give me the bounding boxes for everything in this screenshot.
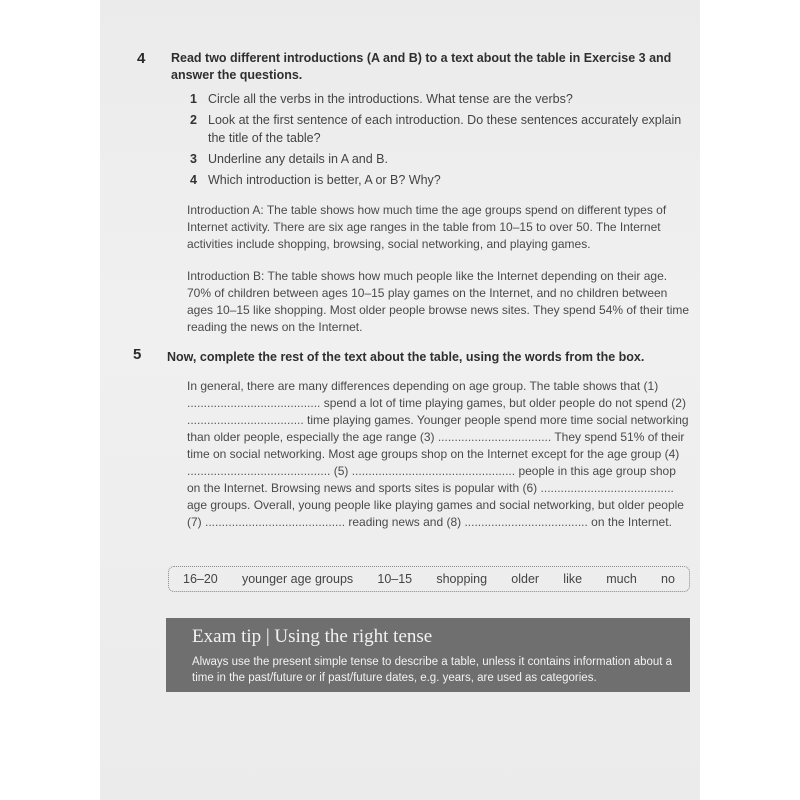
question-item: [190, 171, 685, 189]
blank-6[interactable]: ........................................: [540, 481, 674, 495]
question-item: [190, 90, 685, 108]
exercise-5-number: 5: [133, 346, 142, 363]
text-segment: age groups. Overall, young people like playing games and social networking, but older people (7): [187, 498, 684, 529]
gap-fill-text: [187, 378, 692, 531]
word-box-item: much: [606, 572, 637, 586]
question-item: [190, 111, 685, 147]
blank-8[interactable]: .....................................: [464, 515, 588, 529]
blank-4[interactable]: ..........................................: [187, 464, 328, 478]
exercise-4-questions: [190, 90, 685, 192]
text-segment: people in this age group shop on the Internet. Browsing news and sports sites is popular with (6): [187, 464, 676, 495]
word-box-item: 16–20: [183, 572, 218, 586]
text-segment: reading news and (8): [348, 515, 462, 529]
text-segment: In general, there are many differences depending on age group. The table shows that (1): [187, 379, 659, 393]
word-box-item: 10–15: [377, 572, 413, 586]
word-box-item: older: [511, 572, 540, 586]
question-text: Look at the first sentence of each introduction. Do these sentences accurately explain the title of the table?: [208, 113, 682, 145]
blank-2[interactable]: ...................................: [187, 413, 304, 427]
question-item: [190, 150, 685, 168]
introduction-b: Introduction B: The table shows how much people like the Internet depending on their age. 70% of children between ages 10–15 play games on the Internet, and no children between ages 10–15 like shopping. Most older people browse news sites. They spend 54% of their time reading the news on the Internet.: [187, 269, 690, 334]
text-segment: spend a lot of time playing games, but older people do not spend (2): [323, 396, 686, 410]
word-box-item: like: [563, 572, 583, 586]
text-segment: on the Internet.: [591, 515, 672, 529]
word-box-item: younger age groups: [241, 572, 354, 586]
blank-5[interactable]: .................................................: [351, 464, 516, 478]
exercise-4-number: 4: [137, 50, 146, 67]
question-text: Circle all the verbs in the introductions. What tense are the verbs?: [208, 92, 573, 106]
question-number: 3: [190, 152, 197, 166]
text-segment: They spend 51% of their time on social networking. Most age groups shop on the Internet except for the age group (4): [187, 430, 685, 461]
question-text: Underline any details in A and B.: [208, 152, 388, 166]
question-number: 2: [190, 113, 197, 127]
exam-tip-body: Always use the present simple tense to describe a table, unless it contains information about a time in the past/future or if past/future dates, e.g. years, are used as categories.: [192, 656, 673, 684]
blank-3[interactable]: ..................................: [437, 430, 552, 444]
blank-1[interactable]: ........................................: [187, 396, 321, 410]
exercise-5-instruction: Now, complete the rest of the text about the table, using the words from the box.: [167, 350, 645, 364]
introduction-a: Introduction A: The table shows how much time the age groups spend on different types of Internet activity. There are six age ranges in the table from 10–15 to over 50. The Internet activities include shopping, browsing, social networking, and playing games.: [187, 203, 667, 251]
question-number: 1: [190, 92, 197, 106]
question-text: Which introduction is better, A or B? Why?: [208, 173, 441, 187]
exam-tip-box: [166, 618, 690, 692]
blank-7[interactable]: ..........................................: [205, 515, 346, 529]
exam-tip-title: Exam tip | Using the right tense: [192, 626, 433, 647]
text-segment: time playing games. Younger people spend more time social networking than older people, especially the age range (3): [187, 413, 689, 444]
exercise-4-instruction: Read two different introductions (A and B) to a text about the table in Exercise 3 and answer the questions.: [171, 51, 672, 82]
textbook-page: [100, 0, 700, 800]
word-box-item: no: [661, 572, 675, 586]
text-segment: . (5): [327, 464, 349, 478]
word-box-item: shopping: [436, 572, 488, 586]
question-number: 4: [190, 173, 197, 187]
word-box: [168, 566, 690, 592]
